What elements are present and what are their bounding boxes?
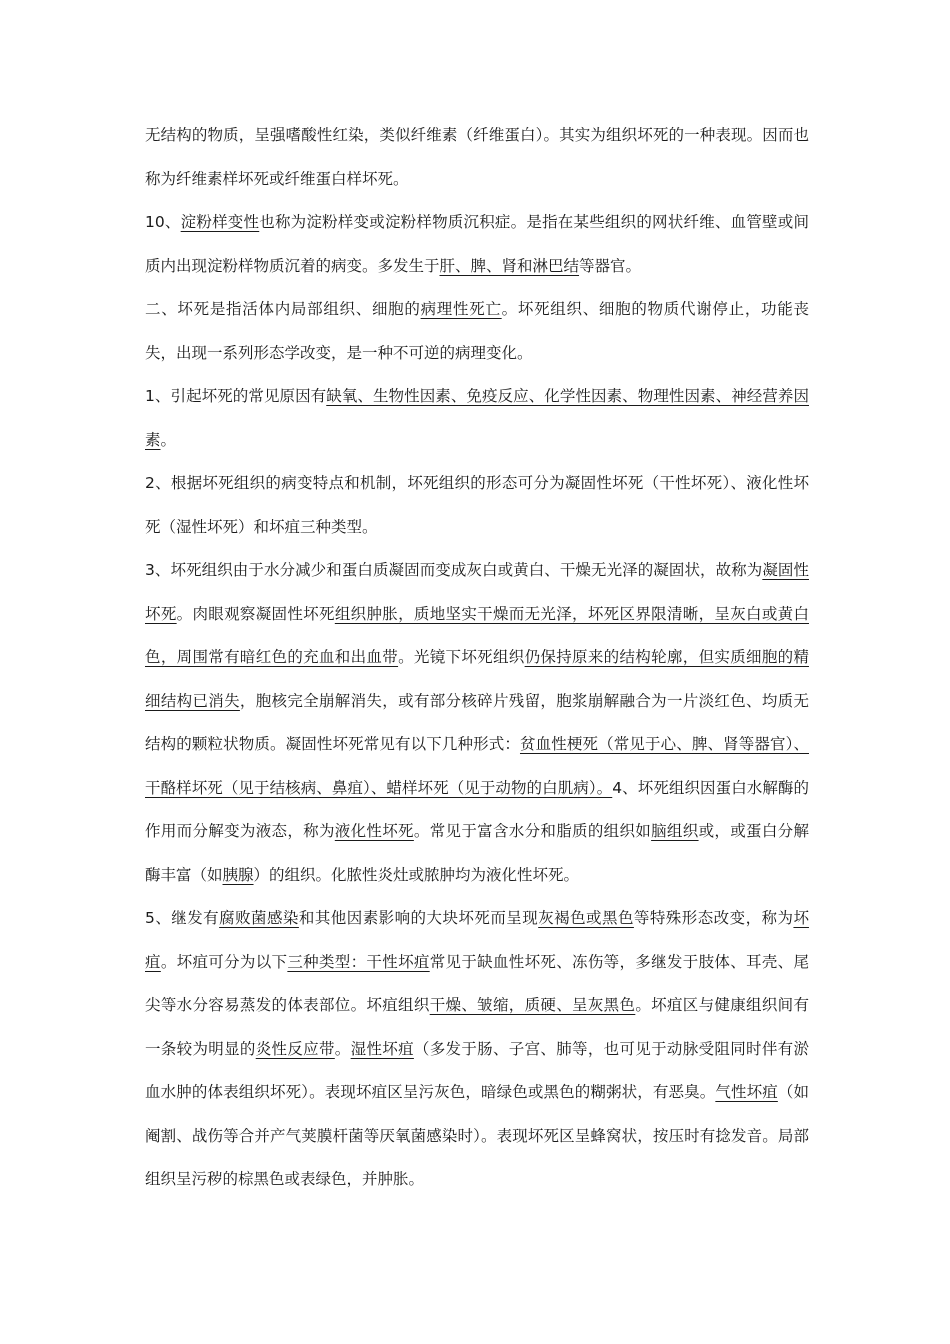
text-run: 。: [334, 1039, 351, 1058]
text-run: 10、: [145, 213, 181, 231]
paragraph: [145, 462, 809, 549]
text-run: 。坏疽可分为以下: [160, 952, 288, 971]
underlined-term: 贫血性梗死（常见于心、脾、肾等器官）、干酪样坏死（见于结核病、鼻疽）、蜡样坏死（见于动物的白肌病）。: [145, 735, 809, 797]
text-run: 。坏疽区与健康组织间有一条较为明显的: [145, 996, 809, 1058]
underlined-term: 病理性死亡: [420, 300, 502, 318]
underlined-term: 仍保持原来的结构轮廓，但实质细胞的精细结构已消失: [145, 648, 809, 710]
paragraph: [145, 375, 809, 462]
underlined-term: 气性坏疽: [715, 1083, 778, 1101]
text-run: 5、继发有: [145, 909, 220, 927]
text-run: （如阉割、战伤等合并产气荚膜杆菌等厌氧菌感染时）。表现坏死区呈蜂窝状，按压时有捻发音。局部组织呈污秽的棕黑色或表绿色，并肿胀。: [145, 1083, 809, 1188]
text-run: 和其他因素影响的大块坏死而呈现: [298, 909, 539, 927]
document-body: [145, 114, 809, 1202]
text-run: 4、坏死组织因蛋白水解酶的作用而分解变为液态，称为: [145, 778, 809, 840]
underlined-term: 腐败菌感染: [219, 909, 299, 927]
underlined-term: 肝、脾、肾和淋巴结: [439, 256, 580, 275]
text-run: 。肉眼观察凝固性坏死: [176, 604, 335, 623]
text-run: 2、根据坏死组织的病变特点和机制，坏死组织的形态可分为凝固性坏死（干性坏死）、液化性坏死（湿性坏死）和坏疽三种类型。: [145, 474, 809, 536]
text-run: 1、引起坏死的常见原因有: [145, 387, 327, 405]
underlined-term: 坏疽: [145, 909, 809, 971]
underlined-term: 液化性坏死: [334, 822, 414, 840]
text-run: （多发于肠、子宫、肺等，也可见于动脉受阻同时伴有淤血水肿的体表组织坏死）。表现坏疽区呈污灰色，暗绿色或黑色的糊粥状，有恶臭。: [145, 1039, 809, 1101]
text-run: 。: [160, 430, 177, 449]
underlined-term: 湿性坏疽: [350, 1039, 414, 1058]
paragraph: [145, 549, 809, 897]
paragraph: [145, 114, 809, 201]
underlined-term: 炎性反应带: [255, 1039, 335, 1058]
underlined-term: 胰腺: [222, 865, 254, 884]
text-run: 等器官。: [579, 256, 642, 275]
underlined-term: 干燥、皱缩，质硬、呈灰黑色: [429, 996, 636, 1014]
underlined-term: 三种类型：干性坏疽: [287, 952, 430, 971]
text-run: 。光镜下坏死组织: [398, 648, 525, 666]
paragraph: [145, 288, 809, 375]
text-run: ，胞核完全崩解消失，或有部分核碎片残留，胞浆崩解融合为一片淡红色、均质无结构的颗粒状物质。凝固性坏死常见有以下几种形式：: [145, 691, 809, 753]
text-run: ）的组织。化脓性炎灶或脓肿均为液化性坏死。: [253, 865, 580, 884]
underlined-term: 灰褐色或黑色: [538, 909, 634, 927]
text-run: 二、坏死是指活体内局部组织、细胞的: [145, 300, 421, 318]
underlined-term: 组织肿胀，质地坚实干燥而无光泽，坏死区界限清晰，呈灰白或黄白色，周围常有暗红色的充血和出血带: [145, 604, 809, 666]
text-run: 。坏死组织、细胞的物质代谢停止，功能丧失，出现一系列形态学改变，是一种不可逆的病理变化。: [145, 300, 809, 362]
text-run: 常见于缺血性坏死、冻伤等，多继发于肢体、耳壳、尾尖等水分容易蒸发的体表部位。坏疽组织: [145, 952, 809, 1014]
text-run: 。常见于富含水分和脂质的组织如: [413, 822, 652, 840]
text-run: 也称为淀粉样变或淀粉样物质沉积症。是指在某些组织的网状纤维、血管壁或间质内出现淀粉样物质沉着的病变。多发生于: [145, 213, 809, 275]
underlined-term: 缺氧、生物性因素、免疫反应、化学性因素、物理性因素、神经营养因素: [145, 387, 809, 449]
underlined-term: 淀粉样变性: [180, 213, 260, 231]
text-run: 3、坏死组织由于水分减少和蛋白质凝固而变成灰白或黄白、干燥无光泽的凝固状，故称为: [145, 561, 763, 579]
paragraph: [145, 201, 809, 288]
paragraph: [145, 897, 809, 1202]
underlined-term: 脑组织: [651, 822, 699, 840]
text-run: 无结构的物质，呈强嗜酸性红染，类似纤维素（纤维蛋白）。其实为组织坏死的一种表现。因而也称为纤维素样坏死或纤维蛋白样坏死。: [145, 126, 809, 188]
underlined-term: 凝固性坏死: [145, 561, 809, 623]
text-run: 等特殊形态改变，称为: [633, 909, 794, 927]
text-run: 或，或蛋白分解酶丰富（如: [145, 822, 809, 884]
